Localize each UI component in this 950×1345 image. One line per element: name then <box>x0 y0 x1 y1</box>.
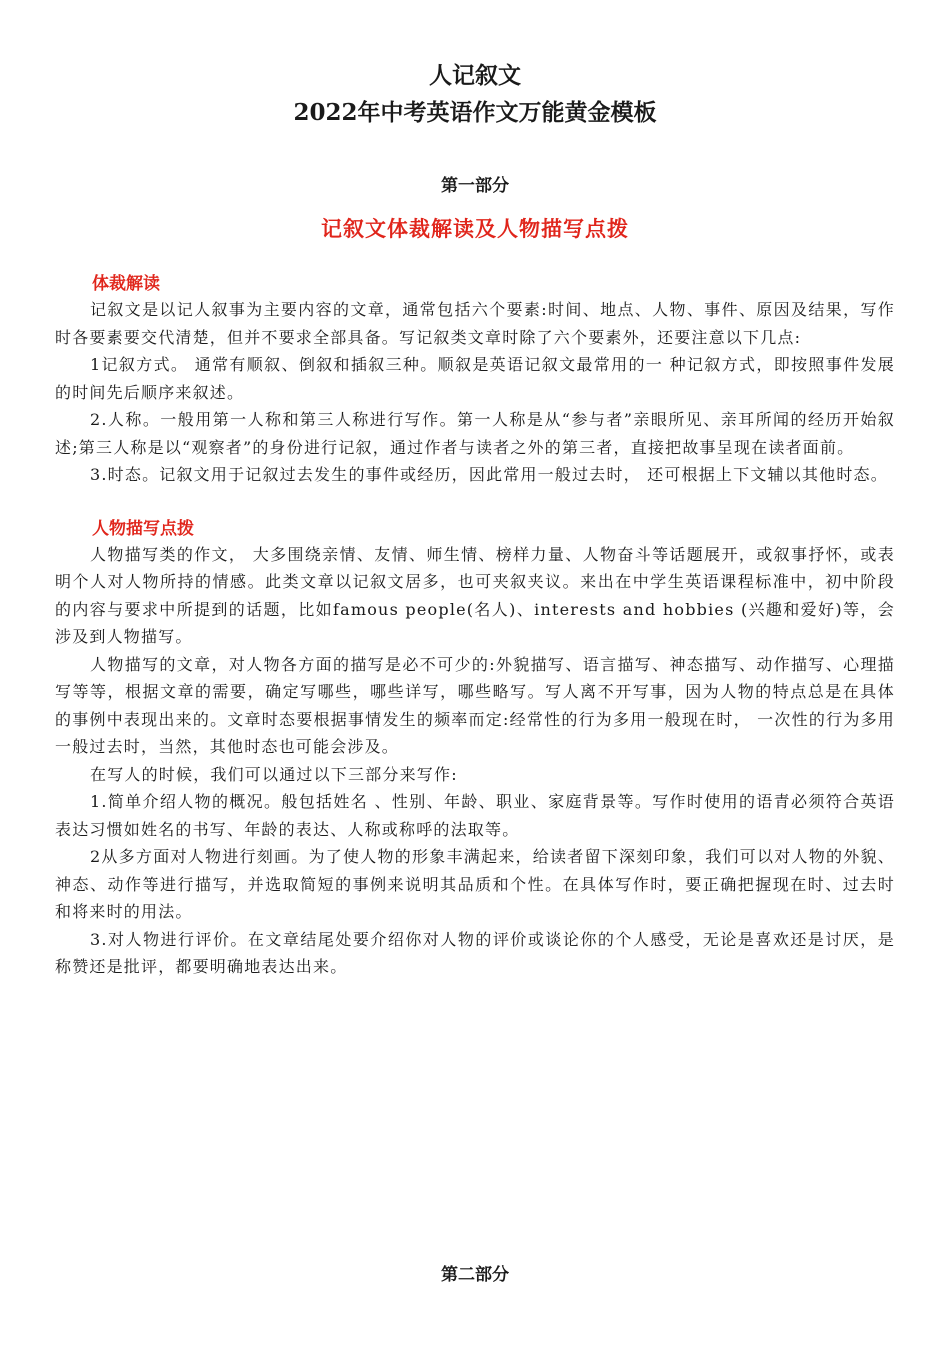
paragraph: 2.人称。一般用第一人称和第三人称进行写作。第一人称是从“参与者”亲眼所见、亲耳所闻的经历开始叙述;第三人称是以“观察者”的身份进行记叙，通过作者与读者之外的第三者，直接把故事呈现在读者面前。 <box>55 410 895 457</box>
paragraph: 在写人的时候，我们可以通过以下三部分来写作: <box>90 764 458 784</box>
paragraph: 3.对人物进行评价。在文章结尾处要介绍你对人物的评价或谈论你的个人感受，无论是喜欢还是讨厌，是称赞还是批评，都要明确地表达出来。 <box>55 929 895 976</box>
part1-heading: 第一部分 <box>441 176 509 196</box>
section-heading-genre: 体裁解读 <box>92 274 160 294</box>
paragraph: 3.时态。记叙文用于记叙过去发生的事件或经历，因此常用一般过去时， 还可根据上下文辅以其他时态。 <box>90 465 888 484</box>
part2-heading: 第二部分 <box>441 1265 509 1285</box>
section-heading-character: 人物描写点拨 <box>92 518 194 539</box>
part1-subtitle: 记叙文体裁解读及人物描写点拨 <box>321 216 629 241</box>
paragraph: 人物描写的文章，对人物各方面的描写是必不可少的:外貌描写、语言描写、神态描写、动作描写、心理描写等等，根据文章的需要，确定写哪些，哪些详写，哪些略写。写人离不开写事，因为人物的特点总是在具体的事例中表现出来的。文章时态要根据事情发生的频率而定:经常性的行为多用一般现在时， 一次性的行为多用一般过去时，当然，其他时态也可能会涉及。 <box>55 654 895 756</box>
paragraph: 1记叙方式。 通常有顺叙、倒叙和插叙三种。顺叙是英语记叙文最常用的一 种记叙方式，即按照事件发展的时间先后顺序来叙述。 <box>55 355 895 402</box>
paragraph: 2从多方面对人物进行刻画。为了使人物的形象丰满起来，给读者留下深刻印象，我们可以对人物的外貌、神态、动作等进行描写，并选取简短的事例来说明其品质和个性。在具体写作时，要正确把握现在时、过去时和将来时的用法。 <box>55 847 895 921</box>
paragraph: 记叙文是以记人叙事为主要内容的文章，通常包括六个要素:时间、地点、人物、事件、原因及结果，写作时各要素要交代清楚，但并不要求全部具备。写记叙类文章时除了六个要素外，还要注意以下几点: <box>55 300 895 347</box>
document-title-line1: 人记叙文 <box>429 62 521 89</box>
paragraph: 1.简单介绍人物的概况。般包括姓名 、性别、年龄、职业、家庭背景等。写作时使用的语青必须符合英语表达习惯如姓名的书写、年龄的表达、人称或称呼的法取等。 <box>55 792 895 839</box>
document-title-line2: 2022年中考英语作文万能黄金模板 <box>293 99 657 126</box>
paragraph: 人物描写类的作文， 大多围绕亲情、友情、师生情、榜样力量、人物奋斗等话题展开，或叙事抒怀，或表明个人对人物所持的情感。此类文章以记叙文居多，也可夹叙夹议。来出在中学生英语课程标准中，初中阶段的内容与要求中所提到的话题，比如famous people(名人)、interests and hobbies (兴趣和爱好)等，会涉及到人物描写。 <box>55 544 895 646</box>
